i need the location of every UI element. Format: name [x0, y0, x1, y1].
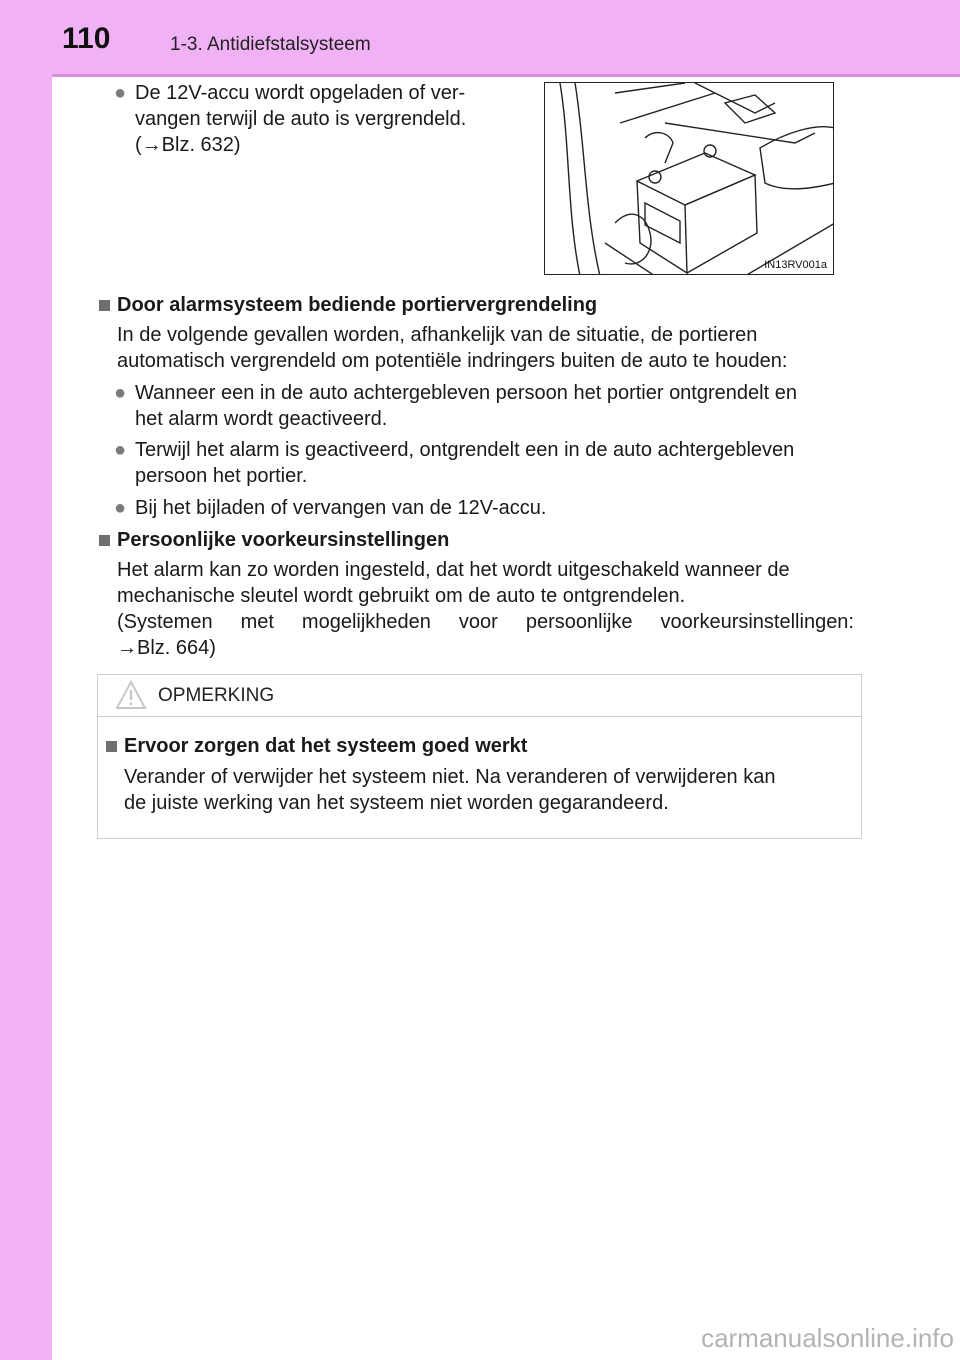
door-body-line-2: automatisch vergrendeld om potentiële indringers buiten de auto te houden:	[117, 350, 788, 372]
heading-personal-settings: Persoonlijke voorkeursinstellingen	[117, 529, 450, 551]
pref-body-line-1: Het alarm kan zo worden ingesteld, dat het wordt uitgeschakeld wanneer de	[117, 559, 790, 581]
intro-line-1: De 12V-accu wordt opgeladen of ver-	[135, 82, 466, 104]
door-bullet-1-line-2: het alarm wordt geactiveerd.	[135, 408, 388, 430]
notice-box	[97, 674, 862, 839]
bullet-icon: ●	[114, 497, 127, 519]
warning-icon	[115, 680, 147, 710]
battery-illustration	[544, 82, 834, 275]
notice-header	[98, 675, 861, 717]
heading-marker-icon	[99, 300, 110, 311]
pref-body-line-4: →Blz. 664)	[117, 637, 216, 659]
pref-body-line-2: mechanische sleutel wordt gebruikt om de auto te ontgrendelen.	[117, 585, 686, 607]
illustration-code: IN13RV001a	[764, 259, 827, 271]
door-bullet-1-line-1: Wanneer een in de auto achtergebleven persoon het portier ontgrendelt en	[135, 382, 797, 404]
intro-line-3: (→Blz. 632)	[135, 134, 241, 156]
door-bullet-2-line-2: persoon het portier.	[135, 465, 308, 487]
notice-title: OPMERKING	[158, 685, 275, 706]
pref-body-line-3: (Systemen met mogelijkheden voor persoonlijke voorkeursinstellingen:	[117, 611, 854, 633]
heading-door-locking: Door alarmsysteem bediende portiervergrendeling	[117, 294, 598, 316]
bullet-icon: ●	[114, 382, 127, 404]
section-title: 1-3. Antidiefstalsysteem	[170, 34, 371, 55]
heading-marker-icon	[99, 535, 110, 546]
heading-marker-icon	[106, 741, 117, 752]
battery-drawing	[545, 83, 834, 275]
door-body-line-1: In de volgende gevallen worden, afhankelijk van de situatie, de portieren	[117, 324, 758, 346]
bullet-icon: ●	[114, 439, 127, 461]
header-divider	[52, 74, 960, 77]
door-bullet-3: Bij het bijladen of vervangen van de 12V-accu.	[135, 497, 547, 519]
bullet-icon: ●	[114, 82, 127, 104]
page-number: 110	[62, 22, 111, 55]
notice-body-line-1: Verander of verwijder het systeem niet. Na veranderen of verwijderen kan	[124, 766, 776, 788]
notice-heading: Ervoor zorgen dat het systeem goed werkt	[124, 735, 528, 757]
intro-line-2: vangen terwijl de auto is vergrendeld.	[135, 108, 467, 130]
door-bullet-2-line-1: Terwijl het alarm is geactiveerd, ontgrendelt een in de auto achtergebleven	[135, 439, 795, 461]
page-side-band	[0, 0, 52, 1360]
watermark-credit: carmanualsonline.info	[701, 1323, 954, 1353]
notice-body-line-2: de juiste werking van het systeem niet worden gegarandeerd.	[124, 792, 669, 814]
